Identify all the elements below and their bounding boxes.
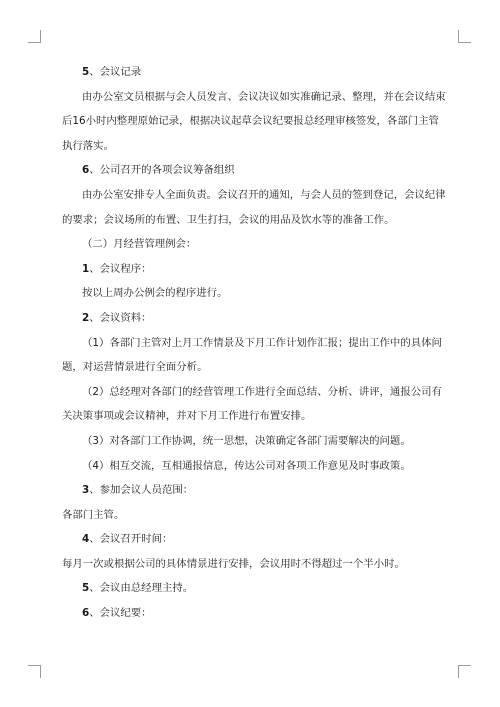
paragraph-line: 每月一次或根据公司的具体情景进行安排，会议用时不得超过一个半小时。	[62, 557, 405, 570]
paragraph-line: （3）对各部门工作协调，统一思想，决策确定各部门需要解决的问题。	[82, 434, 411, 447]
heading-4-meeting-time: 4、会议召开时间：	[82, 533, 173, 546]
crop-mark-bottom-left	[28, 665, 41, 678]
heading-5-meeting-record: 5、会议记录	[82, 66, 142, 78]
paragraph-line: 的要求；会议场所的布置、卫生打扫，会议的用品及饮水等的准备工作。	[62, 213, 395, 226]
heading-6-minutes: 6、会议纪要：	[82, 607, 152, 620]
paragraph-line: （2）总经理对各部门的经营管理工作进行全面总结、分析、讲评，通报公司有	[82, 385, 442, 398]
paragraph-line: 题，对运营情景进行全面分析。	[62, 361, 208, 374]
paragraph-line: 各部门主管。	[62, 508, 125, 521]
heading-6-meeting-preparation: 6、公司召开的各项会议筹备组织	[82, 164, 235, 177]
crop-mark-top-right	[458, 30, 471, 43]
paragraph-line: 执行落实。	[62, 139, 114, 152]
heading-3-attendees: 3、参加会议人员范围：	[82, 484, 194, 497]
paragraph-line: （1）各部门主管对上月工作情景及下月工作计划作汇报；提出工作中的具体问	[82, 336, 442, 349]
section-heading-monthly-meeting: （二）月经营管理例会：	[82, 238, 197, 251]
heading-1-procedure: 1、会议程序：	[82, 262, 152, 275]
paragraph-line: （4）相互交流，互相通报信息，传达公司对各项工作意见及时事政策。	[82, 459, 411, 472]
paragraph-line: 关决策事项或会议精神，并对下月工作进行布置安排。	[62, 410, 312, 423]
crop-mark-bottom-right	[458, 665, 471, 678]
paragraph-line: 后16小时内整理原始记录，根据决议起草会议纪要报总经理审核签发，各部门主管	[62, 115, 439, 128]
paragraph-line: 由办公室安排专人全面负责。会议召开的通知，与会人员的签到登记，会议纪律	[82, 188, 446, 201]
paragraph-line: 按以上周办公例会的程序进行。	[82, 287, 228, 300]
heading-2-materials: 2、会议资料：	[82, 311, 152, 324]
document-body	[62, 60, 446, 626]
paragraph-line: 由办公室文员根据与会人员发言、会议决议如实准确记录、整理，并在会议结束	[82, 90, 446, 103]
crop-mark-top-left	[28, 30, 41, 43]
heading-5-chair: 5、会议由总经理主持。	[82, 582, 194, 595]
